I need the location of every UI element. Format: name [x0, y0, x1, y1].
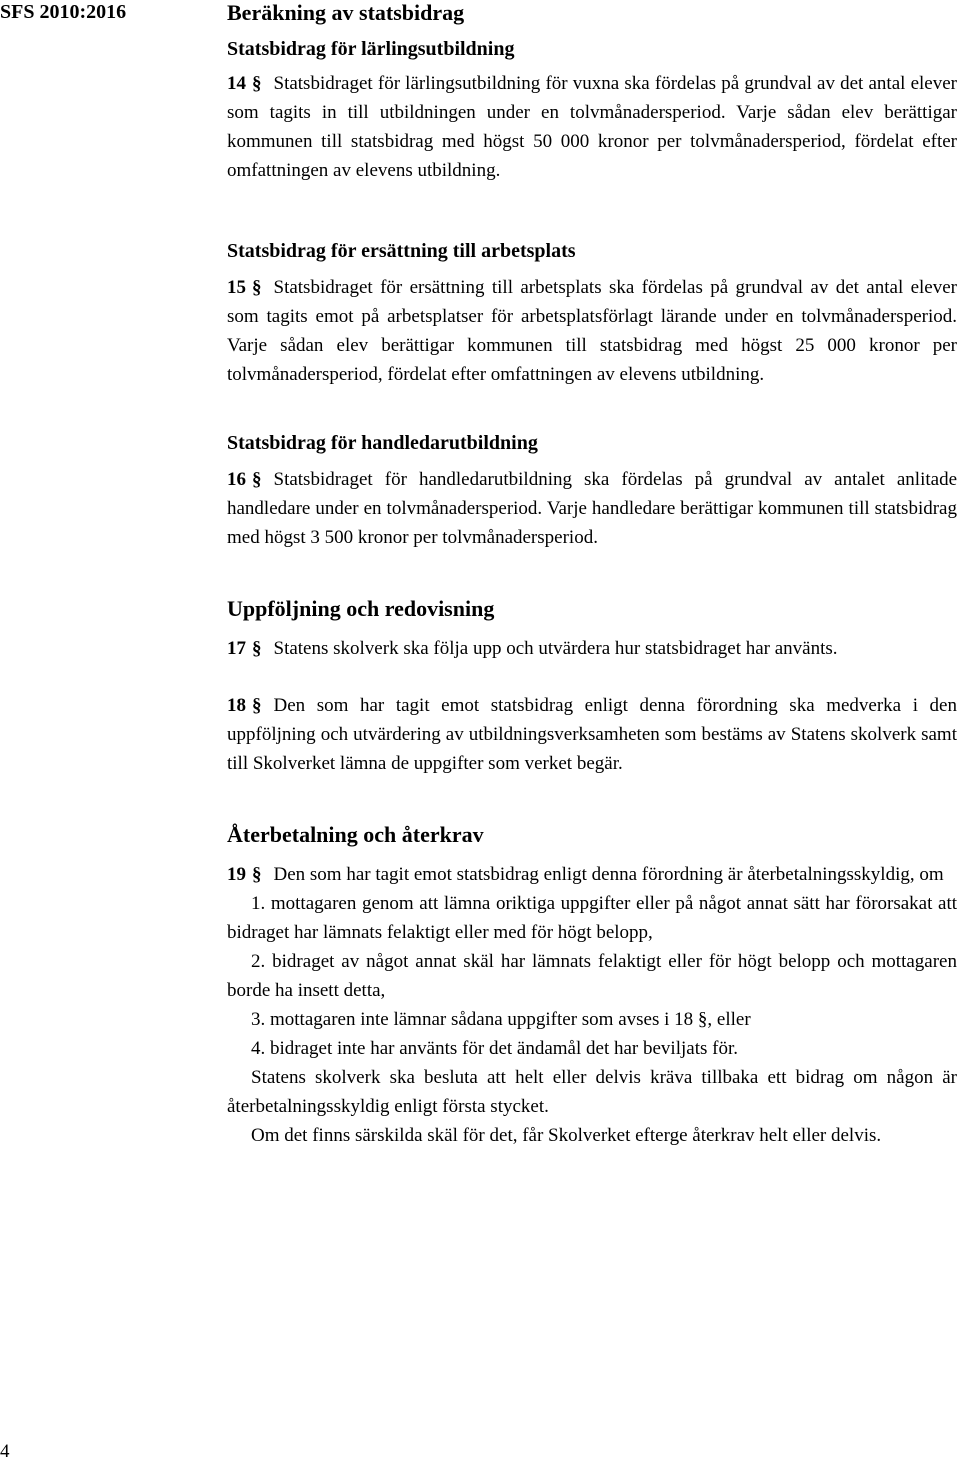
section-19-item-1: 1. mottagaren genom att lämna oriktiga uppgifter eller på något annat sätt har förorsakat att bidraget har lämnats felaktigt eller med för högt belopp,	[227, 893, 957, 943]
section-sign: §	[252, 469, 262, 490]
section-17-number: 17	[227, 638, 246, 659]
section-18-text: Den som har tagit emot statsbidrag enligt denna förordning ska medverka i den uppföljning och utvärdering av utbildningsverksamheten som bestäms av Statens skolverk samt till Skolverket lämna de uppgifter som verket begär.	[227, 695, 957, 774]
section-16	[227, 465, 957, 552]
section-15-text: Statsbidraget för ersättning till arbetsplats ska fördelas på grundval av det antal elever som tagits emot på arbetsplatser för arbetsplatsförlagt lärande under en tolvmånadersperiod. Varje sådan elev berättigar kommunen till statsbidrag med högst 25 000 kronor per tolvmånadersperiod, fördelat efter omfattningen av elevens utbildning.	[227, 277, 957, 385]
section-19-intro: Den som har tagit emot statsbidrag enligt denna förordning är återbetalningsskyldig, om	[273, 864, 944, 885]
section-16-text: Statsbidraget för handledarutbildning ska fördelas på grundval av antalet anlitade handledare under en tolvmånadersperiod. Varje handledare berättigar kommunen till statsbidrag med högst 3 500 kronor per tolvmånadersperiod.	[227, 469, 957, 548]
heading-main: Beräkning av statsbidrag	[227, 0, 465, 25]
section-15-number: 15	[227, 277, 246, 298]
section-19-item-3: 3. mottagaren inte lämnar sådana uppgifter som avses i 18 §, eller	[251, 1009, 751, 1030]
section-16-heading: Statsbidrag för handledarutbildning	[227, 432, 538, 454]
section-15	[227, 273, 957, 389]
section-19-item-2: 2. bidraget av något annat skäl har lämnats felaktigt eller för högt belopp och mottagaren borde ha insett detta,	[227, 951, 957, 1001]
section-sign: §	[252, 638, 262, 659]
heading-repayment: Återbetalning och återkrav	[227, 822, 484, 847]
section-14	[227, 69, 957, 185]
section-18-number: 18	[227, 695, 246, 716]
page-number: 4	[0, 1441, 10, 1462]
section-18	[227, 691, 957, 778]
section-19	[227, 860, 957, 889]
section-16-number: 16	[227, 469, 246, 490]
section-19-paragraph-2: Statens skolverk ska besluta att helt eller delvis kräva tillbaka ett bidrag om någon är återbetalningsskyldig enligt första stycket.	[227, 1067, 957, 1117]
section-14-text: Statsbidraget för lärlingsutbildning för vuxna ska fördelas på grundval av det antal elever som tagits in till utbildningen under en tolvmånadersperiod. Varje sådan elev berättigar kommunen till statsbidrag med högst 50 000 kronor per tolvmånadersperiod, fördelat efter omfattningen av elevens utbildning.	[227, 73, 957, 181]
section-19-number: 19	[227, 864, 246, 885]
section-sign: §	[252, 695, 262, 716]
section-14-heading: Statsbidrag för lärlingsutbildning	[227, 38, 515, 60]
section-15-heading: Statsbidrag för ersättning till arbetsplats	[227, 240, 576, 262]
section-19-paragraph-3: Om det finns särskilda skäl för det, får Skolverket efterge återkrav helt eller delvis.	[251, 1125, 882, 1146]
heading-followup: Uppföljning och redovisning	[227, 596, 495, 621]
document-id: SFS 2010:2016	[0, 1, 127, 23]
section-14-number: 14	[227, 73, 246, 94]
section-19-item-4: 4. bidraget inte har använts för det ändamål det har beviljats för.	[251, 1038, 738, 1059]
section-17-text: Statens skolverk ska följa upp och utvärdera hur statsbidraget har använts.	[273, 638, 838, 659]
section-sign: §	[252, 73, 262, 94]
section-17	[227, 634, 957, 663]
document-body	[227, 0, 957, 1150]
section-sign: §	[252, 277, 262, 298]
section-sign: §	[252, 864, 262, 885]
